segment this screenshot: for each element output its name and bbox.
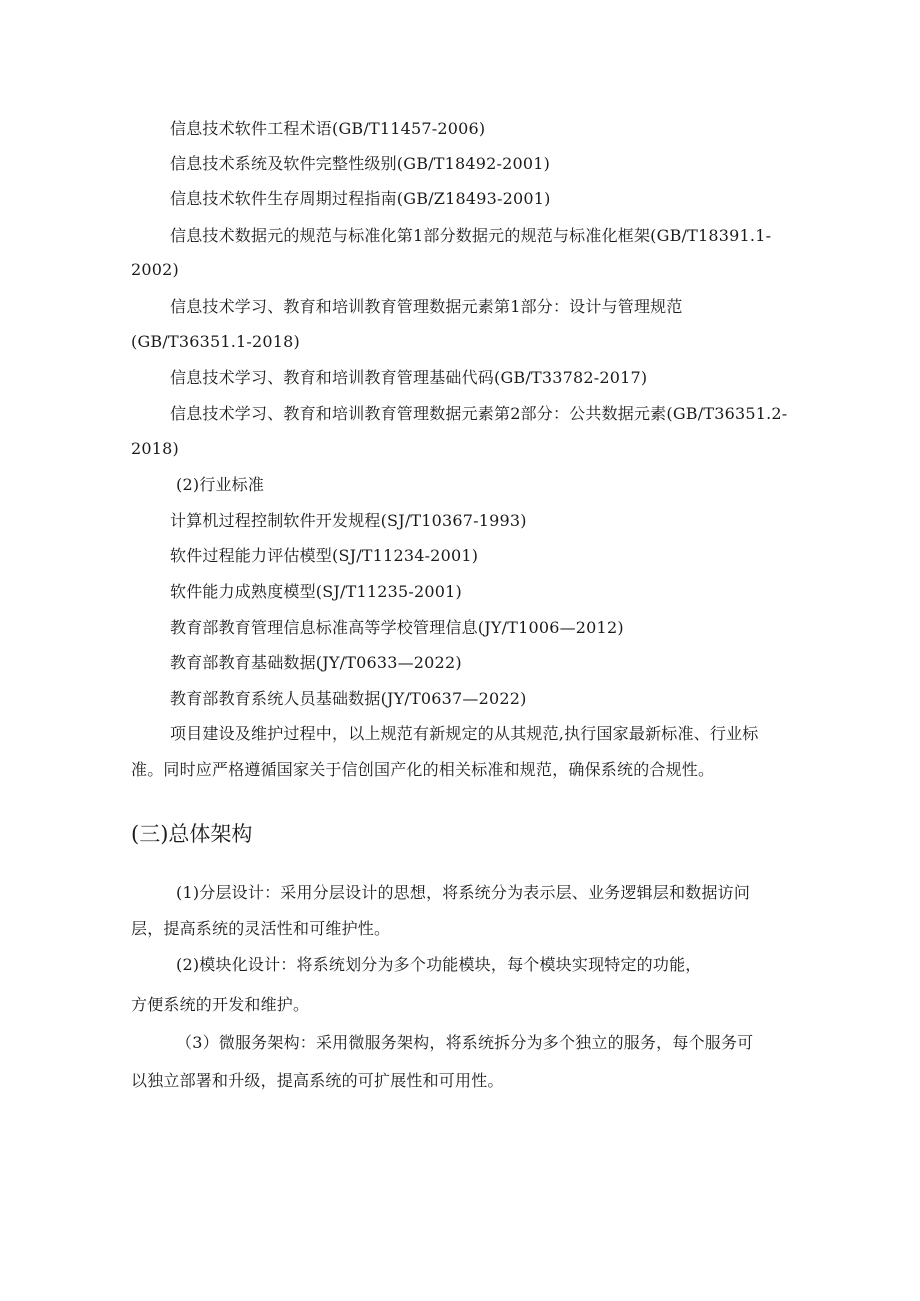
industry-item-process-control: 计算机过程控制软件开发规程(SJ/T10367-1993): [170, 511, 527, 530]
section-title: (三)总体架构: [131, 822, 253, 846]
standard-item-edu-public-line2: 2018): [131, 439, 179, 458]
industry-item-capability-assessment: 软件过程能力评估模型(SJ/T11234-2001): [170, 546, 479, 565]
industry-item-personnel-data: 教育部教育系统人员基础数据(JY/T0637—2022): [170, 689, 527, 708]
standard-item-metadata-line2: 2002): [131, 260, 179, 279]
architecture-microservice-line2: 以独立部署和升级，提高系统的可扩展性和可用性。: [131, 1071, 504, 1090]
architecture-microservice-line1: （3）微服务架构：采用微服务架构，将系统拆分为多个独立的服务，每个服务可: [176, 1033, 754, 1052]
industry-item-edu-basic-data: 教育部教育基础数据(JY/T0633—2022): [170, 653, 462, 672]
industry-item-university-info: 教育部教育管理信息标准高等学校管理信息(JY/T1006—2012): [170, 618, 624, 637]
compliance-line2: 准。同时应严格遵循国家关于信创国产化的相关标准和规范，确保系统的合规性。: [131, 760, 715, 779]
industry-standards-heading: (2)行业标准: [176, 475, 265, 494]
compliance-line1: 项目建设及维护过程中，以上规范有新规定的从其规范,执行国家最新标准、行业标: [170, 724, 759, 743]
industry-item-maturity-model: 软件能力成熟度模型(SJ/T11235-2001): [170, 582, 462, 601]
architecture-modular-line1: (2)模块化设计：将系统划分为多个功能模块，每个模块实现特定的功能，: [176, 955, 702, 974]
standard-item-metadata-line1: 信息技术数据元的规范与标准化第1部分数据元的规范与标准化框架(GB/T18391.1-: [170, 226, 772, 245]
architecture-layered-line2: 层，提高系统的灵活性和可维护性。: [131, 919, 391, 938]
standard-item-edu-data-line2: (GB/T36351.1-2018): [131, 332, 300, 351]
architecture-layered-line1: (1)分层设计：采用分层设计的思想，将系统分为表示层、业务逻辑层和数据访问: [176, 883, 751, 902]
standard-item-edu-data-line1: 信息技术学习、教育和培训教育管理数据元素第1部分：设计与管理规范: [170, 297, 683, 316]
standard-item-edu-codes: 信息技术学习、教育和培训教育管理基础代码(GB/T33782-2017): [170, 368, 648, 387]
architecture-modular-line2: 方便系统的开发和维护。: [131, 995, 310, 1014]
standard-item-software-terms: 信息技术软件工程术语(GB/T11457-2006): [170, 119, 486, 138]
standard-item-edu-public-line1: 信息技术学习、教育和培训教育管理数据元素第2部分：公共数据元素(GB/T36351.2-: [170, 404, 788, 423]
standard-item-integrity-levels: 信息技术系统及软件完整性级别(GB/T18492-2001): [170, 154, 551, 173]
standard-item-lifecycle-guide: 信息技术软件生存周期过程指南(GB/Z18493-2001): [170, 189, 551, 208]
